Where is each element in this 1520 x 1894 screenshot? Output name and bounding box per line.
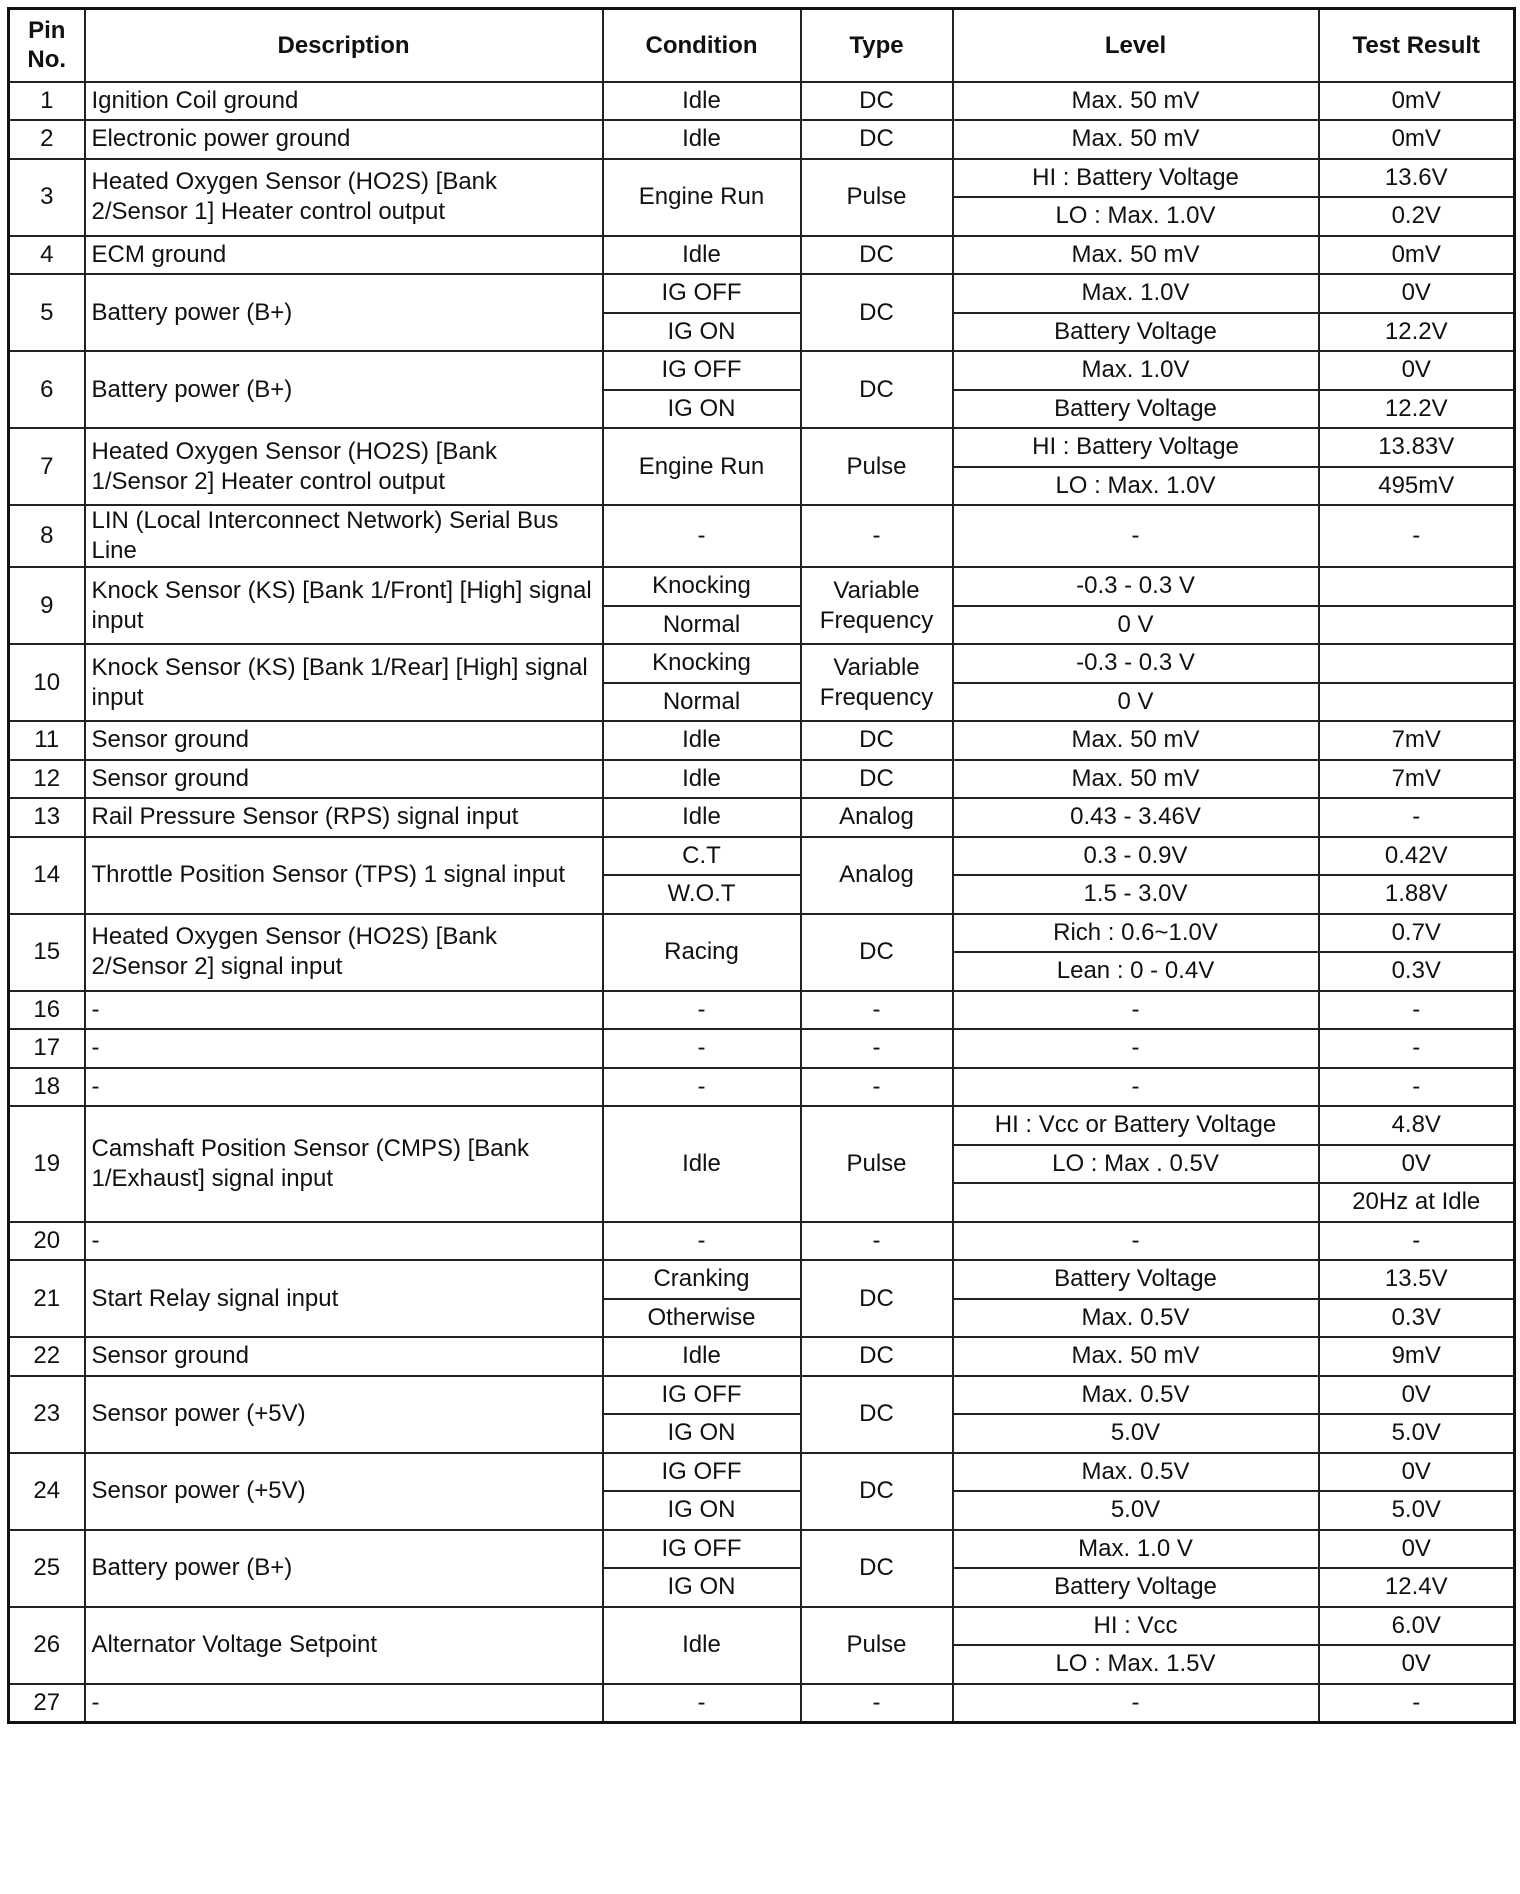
- description-cell: Heated Oxygen Sensor (HO2S) [Bank 1/Sensor 2] Heater control output: [85, 428, 603, 505]
- result-cell: -: [1319, 798, 1515, 837]
- header-pin: Pin No.: [9, 9, 85, 82]
- pin-number: 27: [9, 1684, 85, 1723]
- pin-number: 16: [9, 991, 85, 1030]
- pin-number: 23: [9, 1376, 85, 1453]
- condition-cell: Normal: [603, 606, 801, 645]
- condition-cell: -: [603, 505, 801, 567]
- result-cell: 5.0V: [1319, 1414, 1515, 1453]
- condition-cell: Cranking: [603, 1260, 801, 1299]
- table-row: [9, 120, 1515, 159]
- pin-number: 18: [9, 1068, 85, 1107]
- result-cell: 0.3V: [1319, 1299, 1515, 1338]
- description-cell: Camshaft Position Sensor (CMPS) [Bank 1/Exhaust] signal input: [85, 1106, 603, 1222]
- level-cell: Max. 1.0V: [953, 274, 1319, 313]
- pin-number: 12: [9, 760, 85, 799]
- condition-cell: Normal: [603, 683, 801, 722]
- level-cell: HI : Battery Voltage: [953, 159, 1319, 198]
- result-cell: [1319, 606, 1515, 645]
- table-row: [9, 428, 1515, 467]
- type-cell: DC: [801, 82, 953, 121]
- pin-number: 11: [9, 721, 85, 760]
- table-row: [9, 1376, 1515, 1415]
- level-cell: Battery Voltage: [953, 1260, 1319, 1299]
- level-cell: Max. 50 mV: [953, 120, 1319, 159]
- pin-number: 13: [9, 798, 85, 837]
- table-row: [9, 505, 1515, 567]
- level-cell: 0.43 - 3.46V: [953, 798, 1319, 837]
- type-cell: Pulse: [801, 159, 953, 236]
- table-header: [9, 9, 1515, 82]
- condition-cell: Knocking: [603, 644, 801, 683]
- condition-cell: IG OFF: [603, 1530, 801, 1569]
- condition-cell: IG ON: [603, 1414, 801, 1453]
- condition-cell: Engine Run: [603, 159, 801, 236]
- result-cell: 4.8V: [1319, 1106, 1515, 1145]
- result-cell: 0V: [1319, 1530, 1515, 1569]
- level-cell: Max. 0.5V: [953, 1299, 1319, 1338]
- table-row: [9, 760, 1515, 799]
- header-result: Test Result: [1319, 9, 1515, 82]
- type-cell: DC: [801, 120, 953, 159]
- table-row: [9, 1684, 1515, 1723]
- pin-number: 2: [9, 120, 85, 159]
- table-row: [9, 798, 1515, 837]
- type-cell: DC: [801, 1530, 953, 1607]
- condition-cell: IG ON: [603, 313, 801, 352]
- table-row: [9, 644, 1515, 683]
- description-cell: Sensor ground: [85, 1337, 603, 1376]
- pin-number: 5: [9, 274, 85, 351]
- pin-number: 17: [9, 1029, 85, 1068]
- condition-cell: Idle: [603, 760, 801, 799]
- level-cell: -: [953, 1684, 1319, 1723]
- result-cell: -: [1319, 1029, 1515, 1068]
- pin-number: 7: [9, 428, 85, 505]
- level-cell: Lean : 0 - 0.4V: [953, 952, 1319, 991]
- description-cell: Sensor ground: [85, 760, 603, 799]
- level-cell: Battery Voltage: [953, 313, 1319, 352]
- table-row: [9, 1222, 1515, 1261]
- table-row: [9, 721, 1515, 760]
- table-row: [9, 567, 1515, 606]
- level-cell: -: [953, 1029, 1319, 1068]
- header-condition: Condition: [603, 9, 801, 82]
- header-description: Description: [85, 9, 603, 82]
- result-cell: [1319, 683, 1515, 722]
- result-cell: 0V: [1319, 1453, 1515, 1492]
- level-cell: 5.0V: [953, 1414, 1319, 1453]
- condition-cell: Idle: [603, 1106, 801, 1222]
- result-cell: 495mV: [1319, 467, 1515, 506]
- table-row: [9, 1453, 1515, 1492]
- type-cell: DC: [801, 760, 953, 799]
- pin-number: 1: [9, 82, 85, 121]
- result-cell: 0mV: [1319, 120, 1515, 159]
- result-cell: 7mV: [1319, 760, 1515, 799]
- level-cell: 5.0V: [953, 1491, 1319, 1530]
- description-cell: Rail Pressure Sensor (RPS) signal input: [85, 798, 603, 837]
- condition-cell: Engine Run: [603, 428, 801, 505]
- level-cell: -: [953, 505, 1319, 567]
- condition-cell: Idle: [603, 1607, 801, 1684]
- pin-number: 3: [9, 159, 85, 236]
- level-cell: -: [953, 991, 1319, 1030]
- result-cell: 13.5V: [1319, 1260, 1515, 1299]
- result-cell: 0mV: [1319, 82, 1515, 121]
- result-cell: -: [1319, 1068, 1515, 1107]
- type-cell: DC: [801, 721, 953, 760]
- result-cell: [1319, 567, 1515, 606]
- type-cell: Variable Frequency: [801, 567, 953, 644]
- table-row: [9, 914, 1515, 953]
- level-cell: [953, 1183, 1319, 1222]
- type-cell: DC: [801, 1260, 953, 1337]
- result-cell: -: [1319, 505, 1515, 567]
- pin-number: 26: [9, 1607, 85, 1684]
- level-cell: -0.3 - 0.3 V: [953, 567, 1319, 606]
- description-cell: Start Relay signal input: [85, 1260, 603, 1337]
- type-cell: -: [801, 1068, 953, 1107]
- result-cell: -: [1319, 1222, 1515, 1261]
- type-cell: -: [801, 991, 953, 1030]
- result-cell: 0.2V: [1319, 197, 1515, 236]
- result-cell: [1319, 644, 1515, 683]
- condition-cell: Idle: [603, 82, 801, 121]
- header-type: Type: [801, 9, 953, 82]
- table-row: [9, 837, 1515, 876]
- result-cell: -: [1319, 1684, 1515, 1723]
- description-cell: -: [85, 1068, 603, 1107]
- description-cell: Battery power (B+): [85, 274, 603, 351]
- description-cell: -: [85, 1684, 603, 1723]
- level-cell: 1.5 - 3.0V: [953, 875, 1319, 914]
- result-cell: 9mV: [1319, 1337, 1515, 1376]
- level-cell: -: [953, 1222, 1319, 1261]
- level-cell: Rich : 0.6~1.0V: [953, 914, 1319, 953]
- level-cell: HI : Vcc: [953, 1607, 1319, 1646]
- type-cell: Pulse: [801, 1607, 953, 1684]
- level-cell: 0 V: [953, 683, 1319, 722]
- pin-number: 25: [9, 1530, 85, 1607]
- pin-number: 9: [9, 567, 85, 644]
- description-cell: Ignition Coil ground: [85, 82, 603, 121]
- type-cell: Analog: [801, 798, 953, 837]
- description-cell: Knock Sensor (KS) [Bank 1/Front] [High] signal input: [85, 567, 603, 644]
- result-cell: 1.88V: [1319, 875, 1515, 914]
- description-cell: -: [85, 991, 603, 1030]
- table-row: [9, 236, 1515, 275]
- table-row: [9, 1607, 1515, 1646]
- pin-number: 4: [9, 236, 85, 275]
- level-cell: Max. 0.5V: [953, 1453, 1319, 1492]
- type-cell: DC: [801, 351, 953, 428]
- condition-cell: IG OFF: [603, 351, 801, 390]
- table-row: [9, 1337, 1515, 1376]
- condition-cell: Idle: [603, 120, 801, 159]
- condition-cell: IG ON: [603, 390, 801, 429]
- description-cell: Sensor ground: [85, 721, 603, 760]
- type-cell: -: [801, 1222, 953, 1261]
- result-cell: 12.4V: [1319, 1568, 1515, 1607]
- level-cell: -0.3 - 0.3 V: [953, 644, 1319, 683]
- condition-cell: Otherwise: [603, 1299, 801, 1338]
- condition-cell: W.O.T: [603, 875, 801, 914]
- table-row: [9, 991, 1515, 1030]
- pin-number: 24: [9, 1453, 85, 1530]
- type-cell: DC: [801, 1337, 953, 1376]
- level-cell: Max. 50 mV: [953, 760, 1319, 799]
- result-cell: 0V: [1319, 1645, 1515, 1684]
- level-cell: LO : Max . 0.5V: [953, 1145, 1319, 1184]
- level-cell: Max. 50 mV: [953, 236, 1319, 275]
- header-row: [9, 9, 1515, 82]
- type-cell: DC: [801, 914, 953, 991]
- result-cell: 5.0V: [1319, 1491, 1515, 1530]
- description-cell: Battery power (B+): [85, 351, 603, 428]
- result-cell: 0V: [1319, 351, 1515, 390]
- level-cell: Max. 50 mV: [953, 82, 1319, 121]
- level-cell: LO : Max. 1.0V: [953, 467, 1319, 506]
- level-cell: Battery Voltage: [953, 1568, 1319, 1607]
- condition-cell: Idle: [603, 1337, 801, 1376]
- table-row: [9, 351, 1515, 390]
- level-cell: Max. 50 mV: [953, 721, 1319, 760]
- level-cell: 0.3 - 0.9V: [953, 837, 1319, 876]
- table-row: [9, 1068, 1515, 1107]
- table-row: [9, 1260, 1515, 1299]
- result-cell: 0V: [1319, 274, 1515, 313]
- pin-number: 22: [9, 1337, 85, 1376]
- description-cell: Heated Oxygen Sensor (HO2S) [Bank 2/Sensor 2] signal input: [85, 914, 603, 991]
- level-cell: LO : Max. 1.0V: [953, 197, 1319, 236]
- type-cell: DC: [801, 1376, 953, 1453]
- level-cell: HI : Battery Voltage: [953, 428, 1319, 467]
- type-cell: DC: [801, 1453, 953, 1530]
- pin-number: 6: [9, 351, 85, 428]
- pin-number: 8: [9, 505, 85, 567]
- pin-number: 19: [9, 1106, 85, 1222]
- description-cell: ECM ground: [85, 236, 603, 275]
- level-cell: Max. 1.0 V: [953, 1530, 1319, 1569]
- type-cell: -: [801, 1684, 953, 1723]
- table-row: [9, 274, 1515, 313]
- table-row: [9, 1029, 1515, 1068]
- condition-cell: -: [603, 1222, 801, 1261]
- pin-number: 14: [9, 837, 85, 914]
- result-cell: 0V: [1319, 1145, 1515, 1184]
- type-cell: Analog: [801, 837, 953, 914]
- type-cell: Pulse: [801, 428, 953, 505]
- condition-cell: Knocking: [603, 567, 801, 606]
- pin-number: 10: [9, 644, 85, 721]
- description-cell: Knock Sensor (KS) [Bank 1/Rear] [High] signal input: [85, 644, 603, 721]
- result-cell: 0.3V: [1319, 952, 1515, 991]
- type-cell: -: [801, 1029, 953, 1068]
- condition-cell: Idle: [603, 236, 801, 275]
- type-cell: DC: [801, 274, 953, 351]
- level-cell: Max. 0.5V: [953, 1376, 1319, 1415]
- table-row: [9, 82, 1515, 121]
- condition-cell: IG OFF: [603, 1376, 801, 1415]
- condition-cell: -: [603, 1068, 801, 1107]
- description-cell: Heated Oxygen Sensor (HO2S) [Bank 2/Sensor 1] Heater control output: [85, 159, 603, 236]
- header-level: Level: [953, 9, 1319, 82]
- condition-cell: -: [603, 991, 801, 1030]
- table-body: [9, 82, 1515, 1723]
- condition-cell: C.T: [603, 837, 801, 876]
- pin-table: [7, 7, 1516, 1724]
- result-cell: 20Hz at Idle: [1319, 1183, 1515, 1222]
- type-cell: Pulse: [801, 1106, 953, 1222]
- condition-cell: Idle: [603, 721, 801, 760]
- condition-cell: -: [603, 1684, 801, 1723]
- level-cell: HI : Vcc or Battery Voltage: [953, 1106, 1319, 1145]
- type-cell: -: [801, 505, 953, 567]
- pin-number: 15: [9, 914, 85, 991]
- result-cell: 0mV: [1319, 236, 1515, 275]
- result-cell: 7mV: [1319, 721, 1515, 760]
- result-cell: 0V: [1319, 1376, 1515, 1415]
- description-cell: Electronic power ground: [85, 120, 603, 159]
- result-cell: 6.0V: [1319, 1607, 1515, 1646]
- table-row: [9, 1106, 1515, 1145]
- description-cell: LIN (Local Interconnect Network) Serial Bus Line: [85, 505, 603, 567]
- level-cell: Max. 1.0V: [953, 351, 1319, 390]
- result-cell: 12.2V: [1319, 313, 1515, 352]
- result-cell: 13.6V: [1319, 159, 1515, 198]
- table-row: [9, 1530, 1515, 1569]
- description-cell: Alternator Voltage Setpoint: [85, 1607, 603, 1684]
- condition-cell: IG OFF: [603, 274, 801, 313]
- description-cell: Sensor power (+5V): [85, 1453, 603, 1530]
- description-cell: Throttle Position Sensor (TPS) 1 signal input: [85, 837, 603, 914]
- condition-cell: Idle: [603, 798, 801, 837]
- condition-cell: Racing: [603, 914, 801, 991]
- result-cell: 0.42V: [1319, 837, 1515, 876]
- condition-cell: IG ON: [603, 1568, 801, 1607]
- level-cell: 0 V: [953, 606, 1319, 645]
- type-cell: Variable Frequency: [801, 644, 953, 721]
- pin-number: 20: [9, 1222, 85, 1261]
- type-cell: DC: [801, 236, 953, 275]
- description-cell: Battery power (B+): [85, 1530, 603, 1607]
- result-cell: 13.83V: [1319, 428, 1515, 467]
- table-row: [9, 159, 1515, 198]
- condition-cell: IG OFF: [603, 1453, 801, 1492]
- pin-number: 21: [9, 1260, 85, 1337]
- condition-cell: IG ON: [603, 1491, 801, 1530]
- level-cell: Battery Voltage: [953, 390, 1319, 429]
- level-cell: -: [953, 1068, 1319, 1107]
- level-cell: Max. 50 mV: [953, 1337, 1319, 1376]
- description-cell: -: [85, 1029, 603, 1068]
- result-cell: 0.7V: [1319, 914, 1515, 953]
- level-cell: LO : Max. 1.5V: [953, 1645, 1319, 1684]
- result-cell: 12.2V: [1319, 390, 1515, 429]
- description-cell: Sensor power (+5V): [85, 1376, 603, 1453]
- result-cell: -: [1319, 991, 1515, 1030]
- description-cell: -: [85, 1222, 603, 1261]
- condition-cell: -: [603, 1029, 801, 1068]
